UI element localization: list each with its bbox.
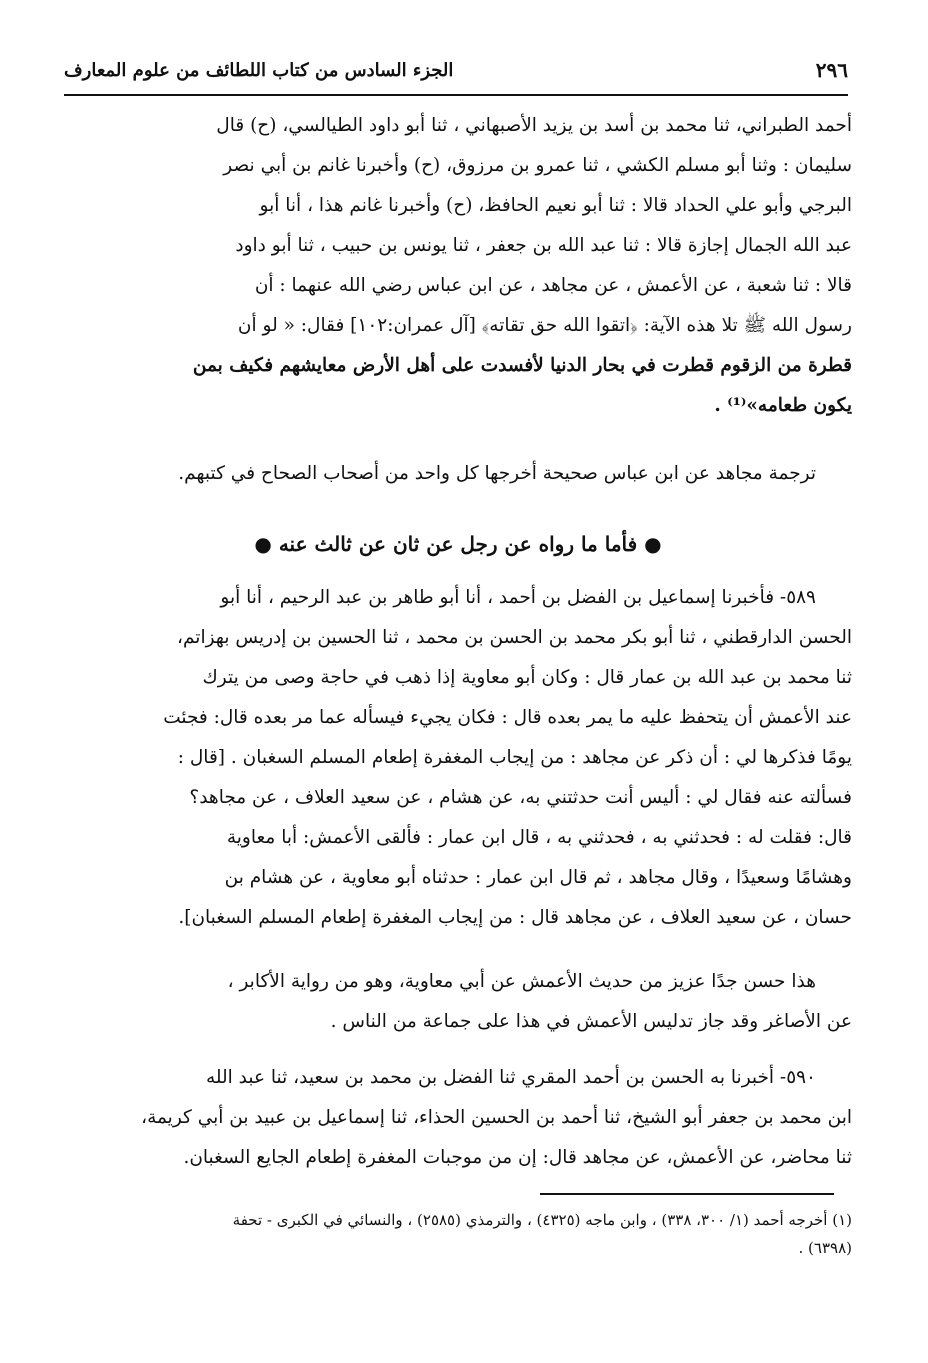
- text-line: ترجمة مجاهد عن ابن عباس صحيحة أخرجها كل واحد من أصحاب الصحاح في كتبهم.: [178, 463, 816, 484]
- footnote-line: (١) أخرجه أحمد (١/ ٣٠٠، ٣٣٨) ، وابن ماجه (٤٣٢٥) ، والترمذي (٢٥٨٥) ، والنسائي في الكبرى - تحفة: [232, 1211, 852, 1229]
- page-number: ٢٩٦: [815, 58, 848, 82]
- text-line: عبد الله الجمال إجازة قالا : ثنا عبد الله بن جعفر ، ثنا يونس بن حبيب ، ثنا أبو داود: [235, 235, 852, 256]
- paragraph-tarjama: [64, 454, 852, 494]
- paragraph-isnad-1: [64, 106, 852, 426]
- text-line: ٥٩٠- أخبرنا به الحسن بن أحمد المقري ثنا الفضل بن محمد بن سعيد، ثنا عبد الله: [205, 1067, 816, 1088]
- paragraph-589: [64, 578, 852, 938]
- text-line: ابن محمد بن جعفر أبو الشيخ، ثنا أحمد بن الحسين الحذاء، ثنا إسماعيل بن عبيد بن أبي كريمة،: [141, 1107, 852, 1128]
- text-line: الحسن الدارقطني ، ثنا أبو بكر محمد بن الحسن بن محمد ، ثنا الحسين بن إدريس بهزاتم،: [177, 627, 852, 648]
- header-rule: [64, 94, 848, 96]
- text-line: البرجي وأبو علي الحداد قالا : ثنا أبو نعيم الحافظ، (ح) وأخبرنا غانم هذا ، أنا أبو: [259, 195, 852, 216]
- text-line: ٥٨٩- فأخبرنا إسماعيل بن الفضل بن أحمد ، أنا أبو طاهر بن عبد الرحيم ، أنا أبو: [220, 587, 816, 608]
- footnote-rule: [540, 1193, 834, 1195]
- text-line: وهشامًا وسعيدًا ، وقال مجاهد ، ثم قال ابن عمار : حدثناه أبو معاوية ، عن هشام بن: [224, 867, 852, 888]
- text-line: قالا : ثنا شعبة ، عن الأعمش ، عن مجاهد ، عن ابن عباس رضي الله عنهما : أن: [254, 275, 852, 296]
- text-line: حسان ، عن سعيد العلاف ، عن مجاهد قال : من إيجاب المغفرة إطعام المسلم السغبان].: [178, 907, 852, 928]
- text-line: أحمد الطبراني، ثنا محمد بن أسد بن يزيد الأصبهاني ، ثنا أبو داود الطيالسي، (ح) قال: [216, 115, 852, 136]
- text-line: سليمان : وثنا أبو مسلم الكشي ، ثنا عمرو بن مرزوق، (ح) وأخبرنا غانم بن أبي نصر: [223, 155, 852, 176]
- text-line: فسألته عنه فقال لي : أليس أنت حدثتني به، عن هشام ، عن سعيد العلاف ، عن مجاهد؟: [189, 787, 852, 808]
- text-line: قال: فقلت له : فحدثني به ، فحدثني به ، قال ابن عمار : فألقى الأعمش: أبا معاوية: [226, 827, 852, 848]
- hadith-text-line: يكون طعامه»⁽¹⁾ .: [714, 395, 852, 416]
- paragraph-comment: [64, 962, 852, 1042]
- text-line: عن الأصاغر وقد جاز تدليس الأعمش في هذا على جماعة من الناس .: [330, 1011, 852, 1032]
- text-line: عند الأعمش أن يتحفظ عليه ما يمر بعده قال : فكان يجيء فيسأله عما مر بعده قال: فجئت: [163, 707, 852, 728]
- footnote: [64, 1206, 852, 1262]
- running-title: الجزء السادس من كتاب اللطائف من علوم المعارف: [64, 60, 454, 81]
- paragraph-590: [64, 1058, 852, 1178]
- hadith-text-line: قطرة من الزقوم قطرت في بحار الدنيا لأفسدت على أهل الأرض معايشهم فكيف بمن: [192, 355, 852, 376]
- footnote-line: (٦٣٩٨) .: [798, 1239, 852, 1257]
- text-line: هذا حسن جدًا عزيز من حديث الأعمش عن أبي معاوية، وهو من رواية الأكابر ،: [227, 971, 816, 992]
- text-line: ثنا محاضر، عن الأعمش، عن مجاهد قال: إن من موجبات المغفرة إطعام الجايع السغبان.: [183, 1147, 852, 1168]
- section-heading: ● فأما ما رواه عن رجل عن ثان عن ثالث عنه ●: [254, 532, 662, 556]
- text-line: ثنا محمد بن عبد الله بن عمار قال : وكان أبو معاوية إذا ذهب في حاجة وصى من يترك: [202, 667, 852, 688]
- text-line: يومًا فذكرها لي : أن ذكر عن مجاهد : من إيجاب المغفرة إطعام المسلم السغبان . [قال :: [177, 747, 852, 768]
- text-line: رسول الله ﷺ تلا هذه الآية: ﴿اتقوا الله حق تقاته﴾ [آل عمران:١٠٢] فقال: « لو أن: [237, 315, 852, 336]
- page-header: [64, 56, 848, 96]
